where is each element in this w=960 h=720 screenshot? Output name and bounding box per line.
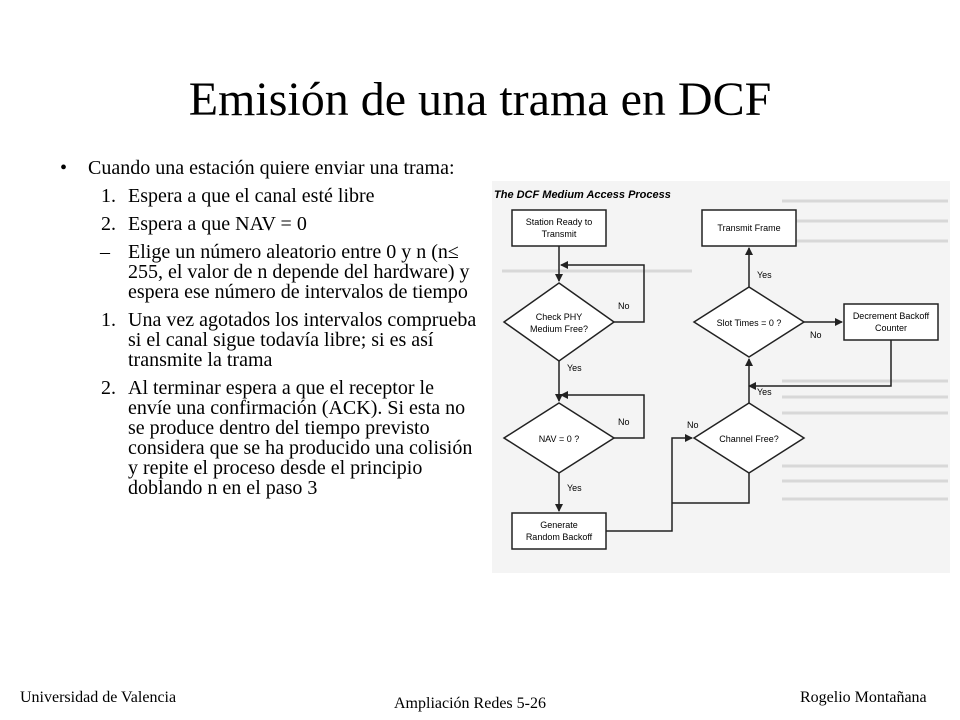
svg-text:Transmit: Transmit [541,229,577,239]
numbered-item [60,186,480,206]
item-number: 2. [101,377,116,399]
item-text: Una vez agotados los intervalos comprueba si el canal sigue todavía libre; si es así transmite la trama [128,309,477,371]
bullet-list [60,158,480,506]
svg-text:Check PHY: Check PHY [535,312,583,322]
node-transmit-frame [702,210,796,246]
label-no-check: No [618,301,630,311]
numbered-item [60,310,480,370]
bullet-item [60,158,480,178]
label-no-slot: No [810,330,822,340]
footer-center: Ampliación Redes 5-26 [394,695,546,712]
svg-text:Random Backoff: Random Backoff [525,532,593,542]
label-no-channel: No [687,420,699,430]
dash-marker: – [100,241,110,263]
svg-text:Decrement Backoff: Decrement Backoff [852,311,930,321]
svg-text:NAV = 0 ?: NAV = 0 ? [538,434,580,444]
figure-caption: The DCF Medium Access Process [494,189,671,201]
dcf-flowchart [492,181,950,573]
footer-left: Universidad de Valencia [20,689,177,706]
label-yes-slot: Yes [757,270,772,280]
node-check-phy [504,283,614,361]
svg-text:Transmit Frame: Transmit Frame [717,223,781,233]
flow-connectors [559,246,891,531]
item-text: Al terminar espera a que el receptor le envíe una confirmación (ACK). Si esta no se produce dentro del tiempo previsto considera que se ha producido una colisión y repite el proceso desde el principio doblando n en el paso 3 [128,377,473,499]
node-decrement-backoff [844,304,938,340]
numbered-item [60,214,480,234]
bullet-marker: • [60,157,68,179]
label-yes-nav: Yes [567,483,582,493]
item-text: Espera a que NAV = 0 [128,213,307,235]
svg-text:Station Ready to: Station Ready to [525,217,593,227]
dash-item [60,242,480,302]
dcf-flowchart-figure [492,181,950,573]
svg-text:Medium Free?: Medium Free? [529,324,589,334]
item-number: 1. [101,309,116,331]
node-nav [504,403,614,473]
node-station-ready [512,210,606,246]
label-yes-check: Yes [567,363,582,373]
label-no-nav: No [618,417,630,427]
item-number: 2. [101,213,116,235]
svg-text:Counter: Counter [874,323,908,333]
node-generate-backoff [512,513,606,549]
item-text: Elige un número aleatorio entre 0 y n (n≤ 255, el valor de n depende del hardware) y espera ese número de intervalos de tiempo [128,241,470,303]
numbered-item [60,378,480,498]
svg-text:Channel Free?: Channel Free? [719,434,779,444]
footer-right: Rogelio Montañana [800,689,927,706]
item-text: Espera a que el canal esté libre [128,185,375,207]
svg-text:Slot Times = 0 ?: Slot Times = 0 ? [716,318,782,328]
label-yes-channel: Yes [757,387,772,397]
node-slot-times [694,287,804,357]
slide-title: Emisión de una trama en DCF [188,73,772,126]
item-number: 1. [101,185,116,207]
svg-text:Generate: Generate [540,520,578,530]
bullet-text: Cuando una estación quiere enviar una trama: [88,157,455,179]
